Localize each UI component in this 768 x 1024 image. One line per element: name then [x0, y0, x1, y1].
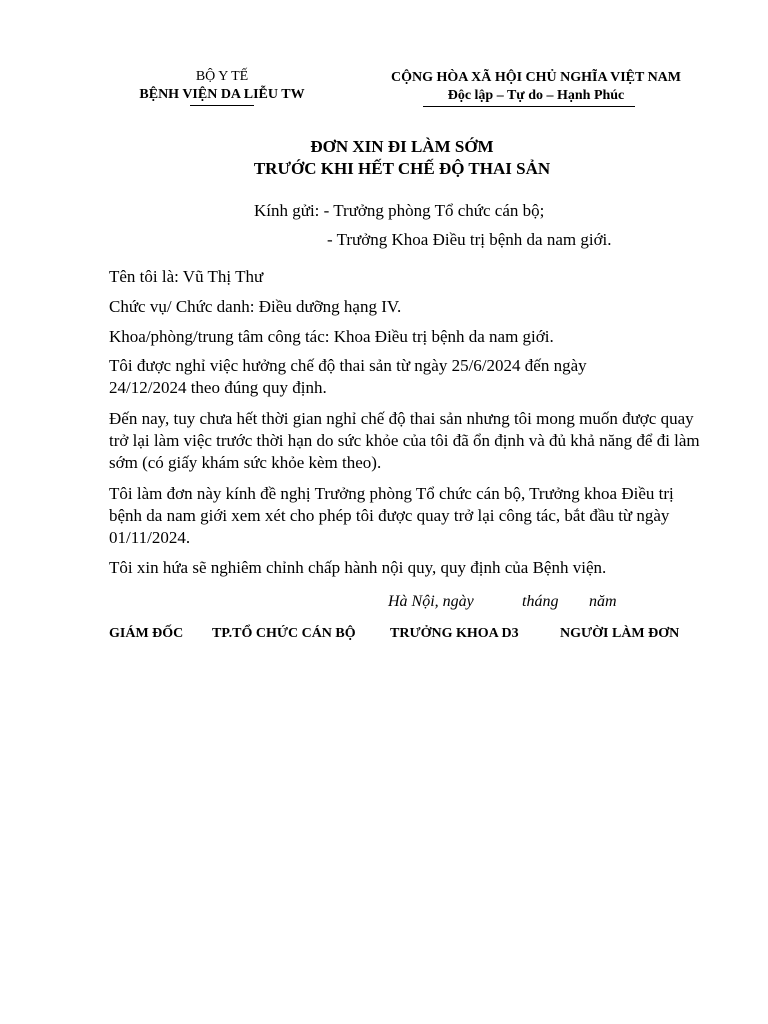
document-title: ĐƠN XIN ĐI LÀM SỚM	[310, 137, 494, 156]
signature-dept-head: TRƯỞNG KHOA D3	[390, 626, 519, 641]
applicant-name: Tên tôi là: Vũ Thị Thư	[109, 267, 264, 286]
promise-line: Tôi xin hứa sẽ nghiêm chỉnh chấp hành nội quy, quy định của Bệnh viện.	[109, 558, 607, 577]
signature-applicant: NGƯỜI LÀM ĐƠN	[560, 626, 680, 641]
signature-personnel-head: TP.TỔ CHỨC CÁN BỘ	[212, 626, 356, 641]
recipient-line-2: - Trưởng Khoa Điều trị bệnh da nam giới.	[327, 230, 612, 249]
document-subtitle: TRƯỚC KHI HẾT CHẾ ĐỘ THAI SẢN	[253, 159, 551, 178]
ministry-name: BỘ Y TẾ	[195, 69, 249, 84]
date-year: năm	[589, 593, 617, 610]
hospital-name: BỆNH VIỆN DA LIỄU TW	[139, 87, 305, 102]
nation-name: CỘNG HÒA XÃ HỘI CHỦ NGHĨA VIỆT NAM	[390, 70, 681, 85]
leave-paragraph: Tôi được nghỉ việc hưởng chế độ thai sản từ ngày 25/6/2024 đến ngày 24/12/2024 theo đúng quy định.	[109, 356, 587, 397]
reason-paragraph: Đến nay, tuy chưa hết thời gian nghỉ chế độ thai sản nhưng tôi mong muốn được quay trở lại làm việc trước thời hạn do sức khỏe của tôi đã ổn định và đủ khả năng để đi làm sớm (có giấy khám sức khỏe kèm theo).	[109, 409, 700, 472]
request-paragraph: Tôi làm đơn này kính đề nghị Trưởng phòng Tổ chức cán bộ, Trưởng khoa Điều trị bệnh da nam giới xem xét cho phép tôi được quay trở lại công tác, bắt đầu từ ngày 01/11/2024.	[109, 484, 674, 547]
national-motto: Độc lập – Tự do – Hạnh Phúc	[447, 88, 625, 103]
signature-director: GIÁM ĐỐC	[109, 626, 184, 641]
hospital-underline	[190, 105, 254, 106]
applicant-department: Khoa/phòng/trung tâm công tác: Khoa Điều trị bệnh da nam giới.	[109, 327, 554, 346]
date-month: tháng	[522, 593, 559, 610]
applicant-position: Chức vụ/ Chức danh: Điều dưỡng hạng IV.	[109, 297, 402, 316]
recipient-line-1: Kính gửi: - Trưởng phòng Tổ chức cán bộ;	[254, 201, 545, 220]
date-place-day: Hà Nội, ngày	[388, 593, 474, 610]
motto-underline	[423, 106, 635, 107]
